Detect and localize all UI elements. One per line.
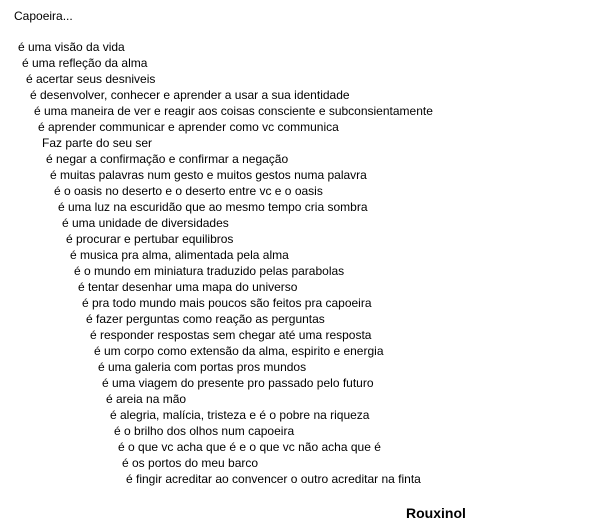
poem-line: é uma refleção da alma: [22, 56, 148, 70]
poem-line: é responder respostas sem chegar até uma resposta: [90, 328, 372, 342]
poem-line: é negar a confirmação e confirmar a negação: [46, 152, 289, 166]
poem-lines: [0, 39, 603, 487]
poem-line: é tentar desenhar uma mapa do universo: [78, 280, 298, 294]
poem-line: é fingir acreditar ao convencer o outro acreditar na finta: [126, 472, 421, 486]
poem-line: é os portos do meu barco: [122, 456, 259, 470]
poem-line: é o brilho dos olhos num capoeira: [114, 424, 295, 438]
poem-line: é fazer perguntas como reação as perguntas: [86, 312, 325, 326]
author-signature: Rouxinol: [406, 505, 466, 521]
poem-line: é muitas palavras num gesto e muitos gestos numa palavra: [50, 168, 367, 182]
poem-line: é acertar seus desniveis: [26, 72, 156, 86]
poem-line: é uma viagem do presente pro passado pelo futuro: [102, 376, 374, 390]
poem-line: é uma unidade de diversidades: [62, 216, 229, 230]
poem-line: é areia na mão: [106, 392, 187, 406]
poem-line: é uma visão da vida: [18, 40, 125, 54]
poem-line: é o que vc acha que é e o que vc não acha que é: [118, 440, 381, 454]
poem-line: é pra todo mundo mais poucos são feitos pra capoeira: [82, 296, 372, 310]
poem-line: é o mundo em miniatura traduzido pelas parabolas: [74, 264, 345, 278]
poem-line: é alegria, malícia, tristeza e é o pobre na riqueza: [110, 408, 370, 422]
poem-line: é aprender communicar e aprender como vc communica: [38, 120, 339, 134]
poem-line: é uma galeria com portas pros mundos: [98, 360, 307, 374]
poem-line: é uma luz na escuridão que ao mesmo tempo cria sombra: [58, 200, 368, 214]
poem-line: é um corpo como extensão da alma, espirito e energia: [94, 344, 384, 358]
poem-line: é procurar e pertubar equilibros: [66, 232, 234, 246]
poem-line: Faz parte do seu ser: [42, 136, 153, 150]
poem-line: é musica pra alma, alimentada pela alma: [70, 248, 289, 262]
poem-title: Capoeira...: [14, 9, 73, 23]
poem-line: é o oasis no deserto e o deserto entre vc e o oasis: [54, 184, 323, 198]
poem-line: é uma maneira de ver e reagir aos coisas consciente e subconsientamente: [34, 104, 433, 118]
poem-line: é desenvolver, conhecer e aprender a usar a sua identidade: [30, 88, 350, 102]
